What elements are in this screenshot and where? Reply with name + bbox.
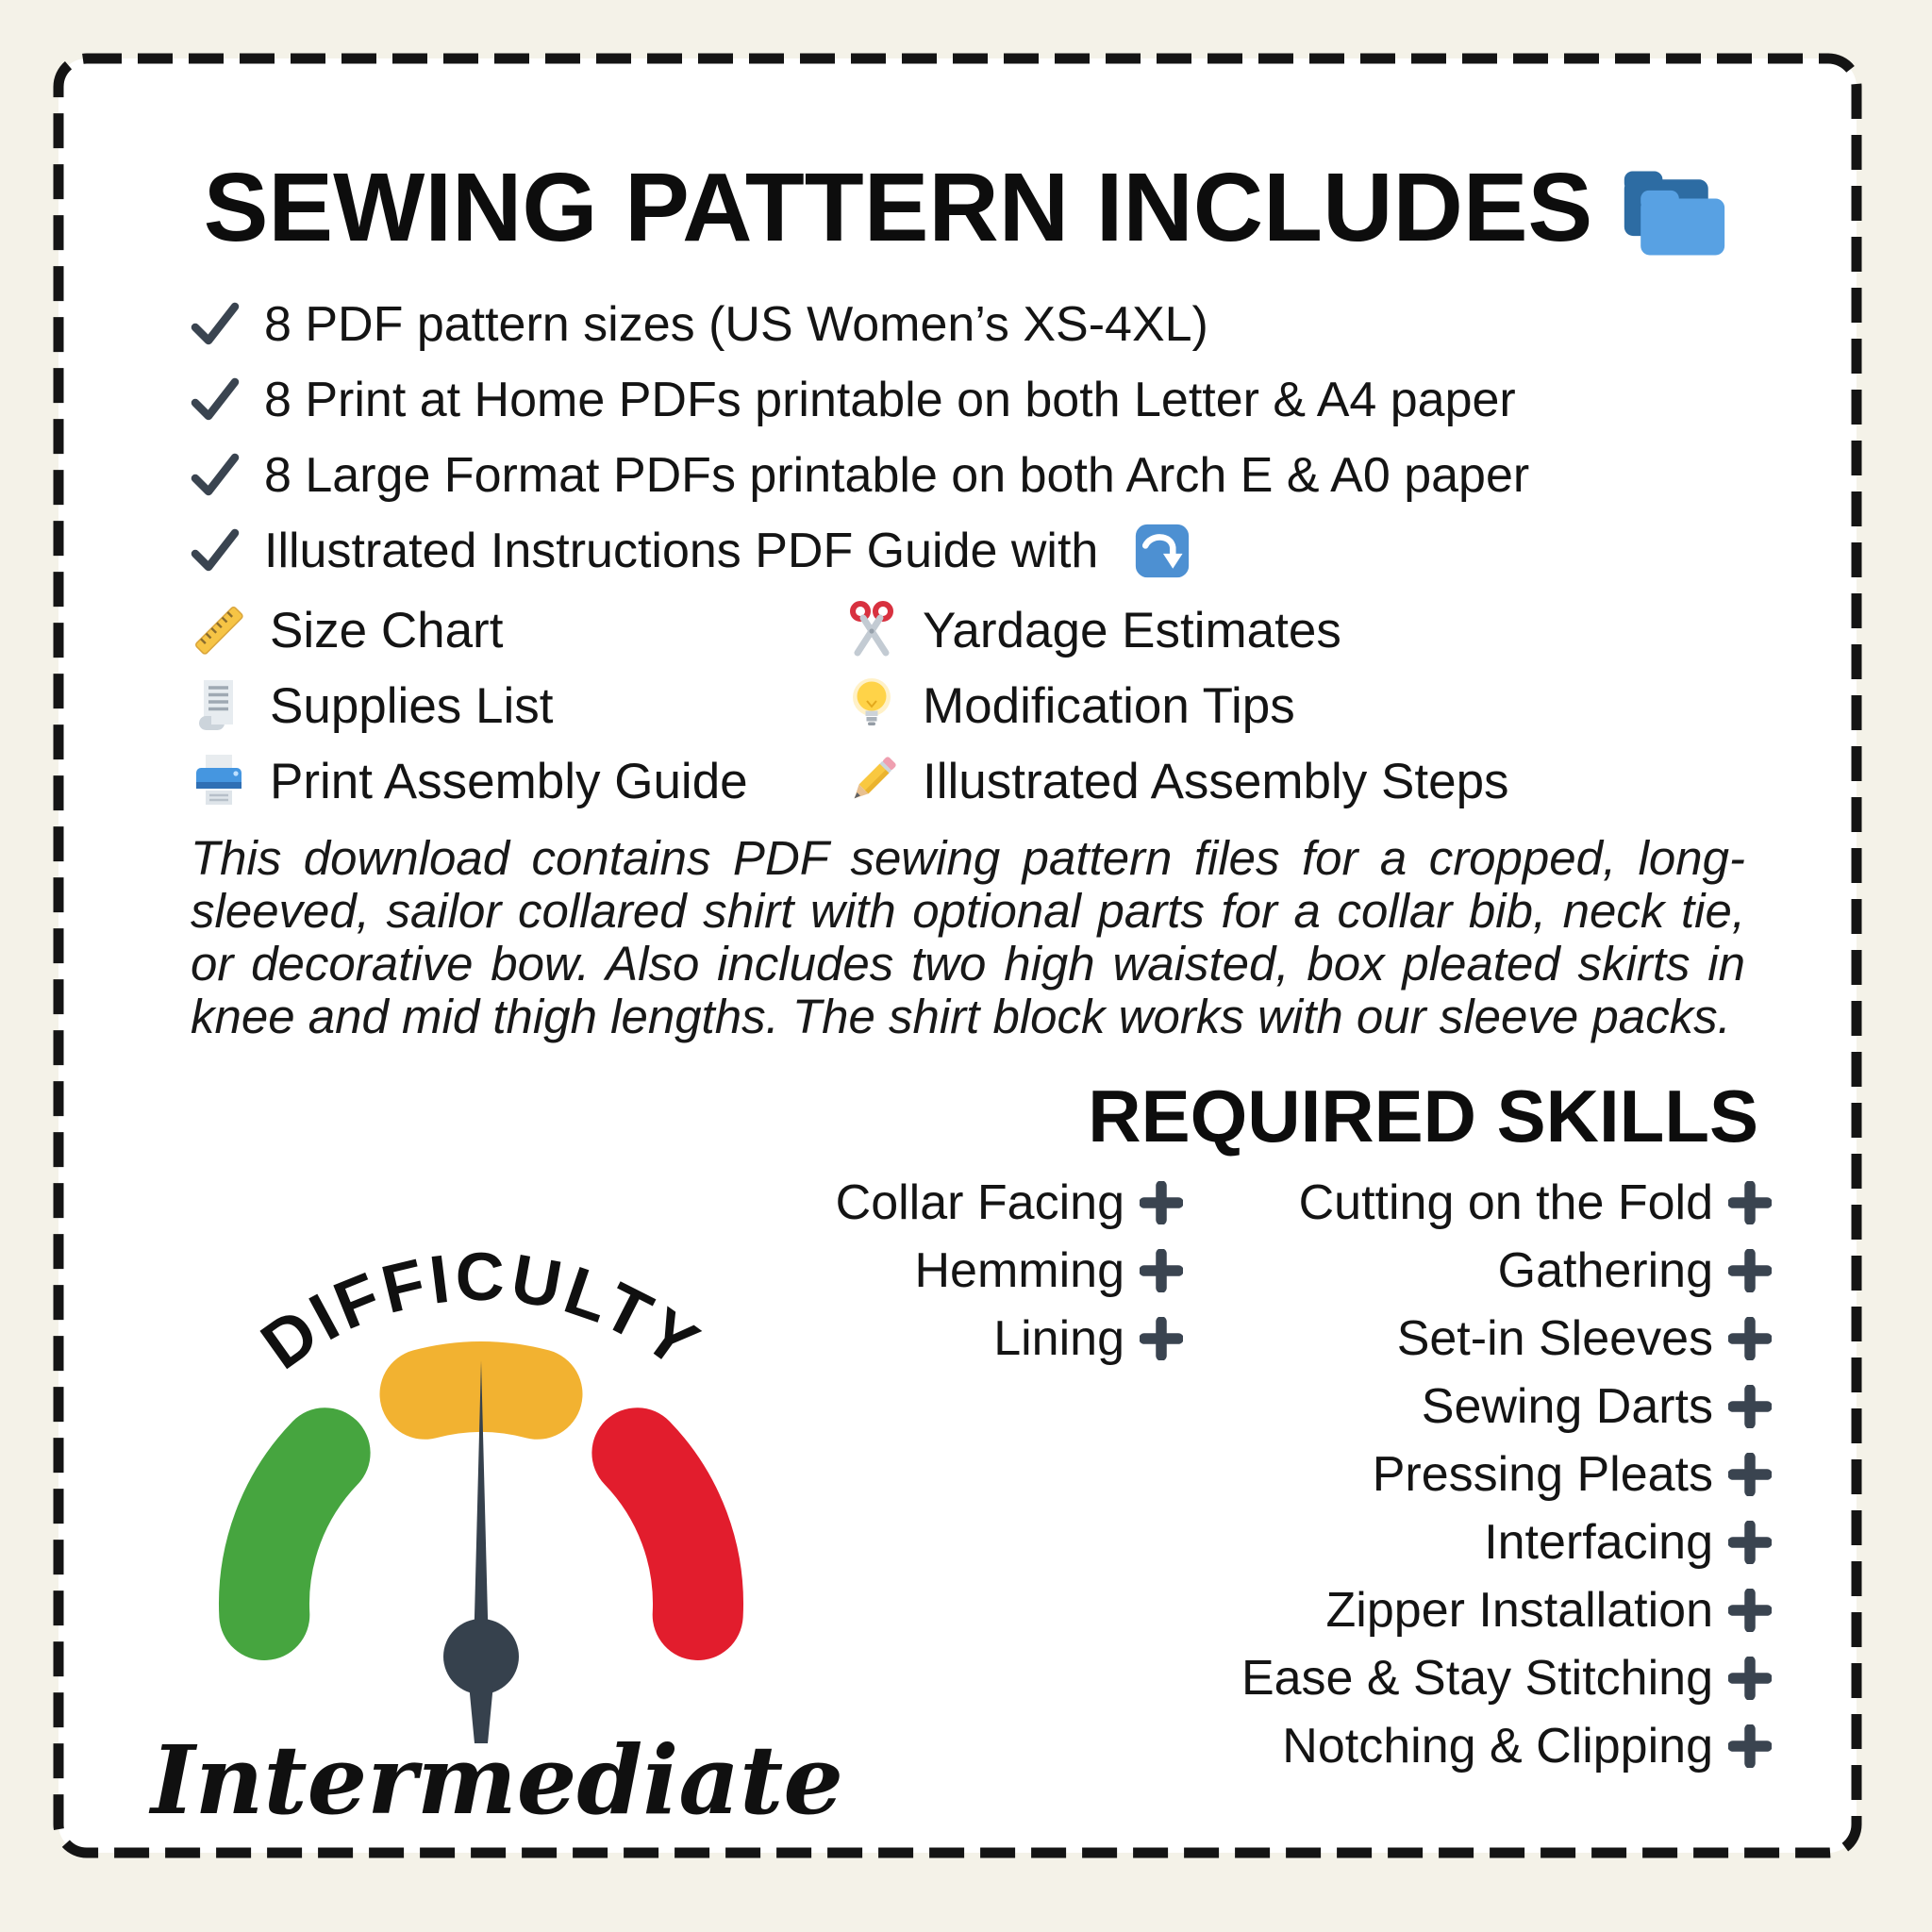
feature-item	[189, 592, 841, 668]
skill-item	[1183, 1712, 1772, 1780]
plus-icon	[1728, 1724, 1772, 1768]
skill-label: Collar Facing	[835, 1175, 1124, 1231]
skill-item	[1183, 1373, 1772, 1441]
skill-label: Sewing Darts	[1421, 1379, 1713, 1435]
plus-icon	[1728, 1385, 1772, 1428]
skill-item	[1183, 1237, 1772, 1305]
required-skills-section	[835, 1074, 1772, 1780]
feature-item	[189, 743, 841, 819]
skill-label: Notching & Clipping	[1282, 1719, 1713, 1774]
feature-label: Supplies List	[270, 677, 554, 734]
feature-item	[189, 668, 841, 743]
lightbulb-icon	[841, 675, 902, 736]
required-skills-heading: REQUIRED SKILLS	[1088, 1074, 1758, 1158]
scissors-icon	[841, 600, 902, 660]
feature-label: Size Chart	[270, 602, 504, 658]
plus-icon	[1140, 1249, 1183, 1292]
checklist-item-label: 8 Print at Home PDFs printable on both Letter & A4 paper	[264, 373, 1516, 427]
skill-item	[1183, 1169, 1772, 1237]
skill-label: Zipper Installation	[1325, 1583, 1713, 1639]
skill-label: Lining	[993, 1311, 1124, 1367]
skill-label: Set-in Sleeves	[1396, 1311, 1713, 1367]
skill-item	[1183, 1508, 1772, 1576]
page-title: SEWING PATTERN INCLUDES	[203, 153, 1593, 261]
plus-icon	[1140, 1181, 1183, 1224]
skills-column-two	[1183, 1169, 1772, 1780]
skill-label: Ease & Stay Stitching	[1241, 1651, 1713, 1707]
checkmark-icon	[189, 374, 242, 426]
skill-item	[835, 1169, 1183, 1237]
plus-icon	[1728, 1453, 1772, 1496]
skills-columns	[835, 1169, 1772, 1780]
difficulty-gauge	[151, 1208, 843, 1836]
plus-icon	[1728, 1657, 1772, 1700]
skill-label: Gathering	[1497, 1243, 1713, 1299]
feature-label: Yardage Estimates	[923, 602, 1341, 658]
feature-label: Print Assembly Guide	[270, 753, 748, 809]
checkmark-icon	[189, 298, 242, 351]
skill-item	[1183, 1441, 1772, 1508]
skill-item	[1183, 1576, 1772, 1644]
feature-label: Modification Tips	[923, 677, 1295, 734]
feature-label: Illustrated Assembly Steps	[923, 753, 1509, 809]
feature-item	[841, 592, 1755, 668]
skill-label: Interfacing	[1484, 1515, 1713, 1571]
difficulty-level-label: Intermediate	[151, 1724, 843, 1836]
printer-icon	[189, 751, 249, 811]
checklist-item	[189, 513, 1792, 589]
skill-item	[849, 1305, 1183, 1373]
description-paragraph: This download contains PDF sewing pattern files for a cropped, long-sleeved, sailor collared shirt with optional parts for a collar bib, neck tie, or decorative bow. Also includes two high waisted, box pleated skirts in knee and mid thigh lengths. The shirt block works with our sleeve packs.	[191, 831, 1745, 1043]
pencil-icon	[841, 751, 902, 811]
skill-label: Cutting on the Fold	[1298, 1175, 1713, 1231]
skill-label: Pressing Pleats	[1372, 1447, 1713, 1503]
open-folder-icon	[1619, 165, 1728, 261]
plus-icon	[1728, 1249, 1772, 1292]
receipt-icon	[189, 675, 249, 736]
checklist-item-label: 8 Large Format PDFs printable on both Arch E & A0 paper	[264, 448, 1530, 503]
checklist-item	[189, 362, 1792, 438]
feature-item	[841, 668, 1755, 743]
plus-icon	[1728, 1181, 1772, 1224]
skill-label: Hemming	[914, 1243, 1124, 1299]
checklist-item-label: 8 PDF pattern sizes (US Women’s XS-4XL)	[264, 297, 1208, 352]
gauge-segment-green	[264, 1453, 325, 1615]
skills-column-one	[835, 1169, 1183, 1780]
checklist	[189, 287, 1792, 589]
checklist-item	[189, 438, 1792, 513]
skill-item	[1183, 1644, 1772, 1712]
checklist-item-label: Illustrated Instructions PDF Guide with	[264, 524, 1099, 578]
checkmark-icon	[189, 449, 242, 502]
checkmark-icon	[189, 525, 242, 577]
plus-icon	[1728, 1589, 1772, 1632]
feature-item	[841, 743, 1755, 819]
plus-icon	[1728, 1521, 1772, 1564]
curved-arrow-down-icon	[1134, 523, 1191, 579]
gauge-segment-red	[637, 1453, 698, 1615]
checklist-item	[189, 287, 1792, 362]
plus-icon	[1140, 1317, 1183, 1360]
title-row	[0, 153, 1932, 261]
plus-icon	[1728, 1317, 1772, 1360]
ruler-icon	[189, 600, 249, 660]
skill-item	[849, 1237, 1183, 1305]
difficulty-arched-label: DIFFICULTY	[248, 1239, 715, 1385]
feature-grid	[189, 592, 1755, 819]
skill-item	[1183, 1305, 1772, 1373]
